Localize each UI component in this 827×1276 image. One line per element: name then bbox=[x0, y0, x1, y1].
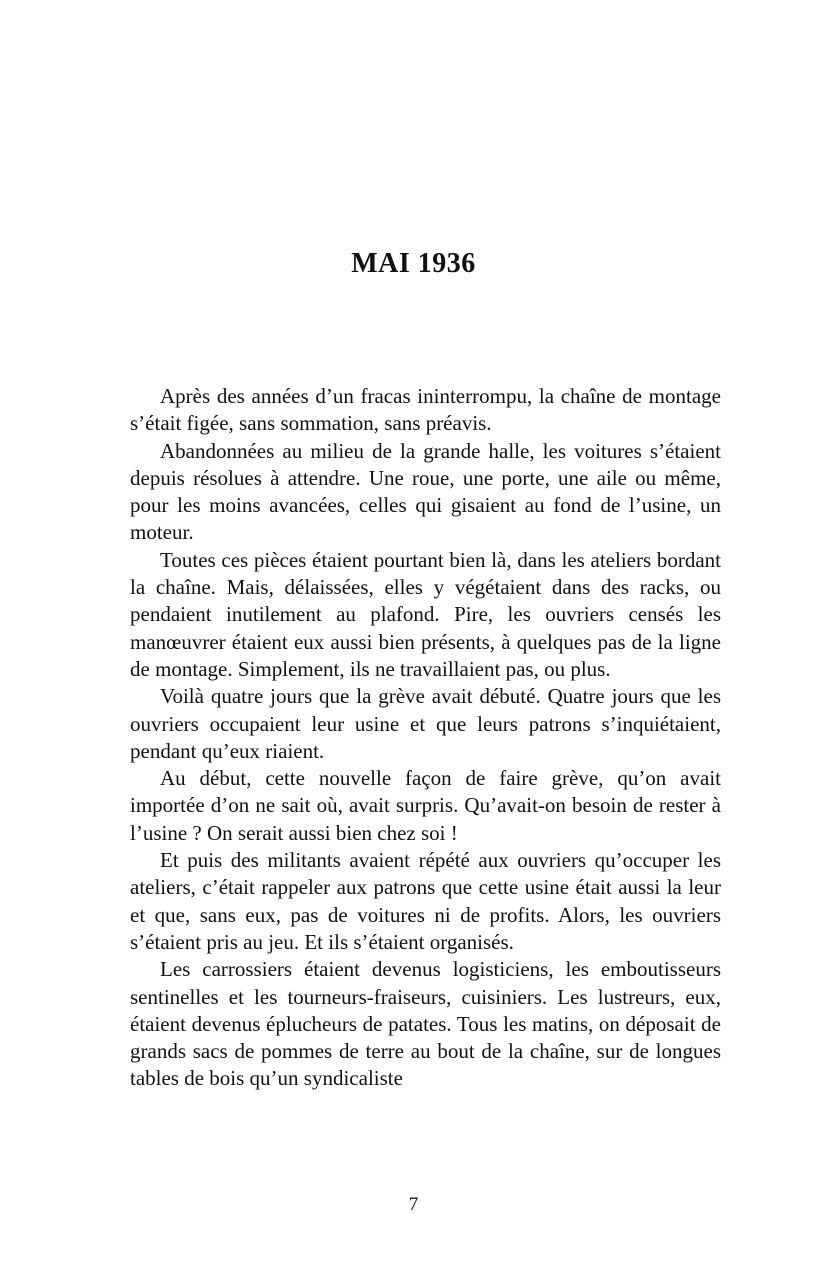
paragraph: Et puis des militants avaient répété aux ouvriers qu’occuper les ateliers, c’était rappeler aux patrons que cette usine était aussi la leur et que, sans eux, pas de voitures ni de profits. Alors, les ouvriers s’étaient pris au jeu. Et ils s’étaient organisés. bbox=[130, 848, 721, 954]
chapter-title: MAI 1936 bbox=[351, 248, 476, 279]
paragraph: Abandonnées au milieu de la grande halle, les voitures s’étaient depuis résolues à attendre. Une roue, une porte, une aile ou même, pour les moins avancées, celles qui gisaient au fond de l’usine, un moteur. bbox=[130, 438, 721, 545]
paragraph: Au début, cette nouvelle façon de faire grève, qu’on avait importée d’on ne sait où, avait surpris. Qu’avait-on besoin de rester à l’usine ? On serait aussi bien chez soi ! bbox=[130, 766, 721, 845]
paragraph: Toutes ces pièces étaient pourtant bien là, dans les ateliers bordant la chaîne. Mais, délaissées, elles y végétaient dans des racks, ou pendaient inutilement au plafond. Pire, les ouvriers censés les manœuvrer étaient eux aussi bien présents, à quelques pas de la ligne de montage. Simplement, ils ne travaillaient pas, ou plus. bbox=[130, 547, 721, 681]
body-text bbox=[130, 383, 721, 1093]
page-number: 7 bbox=[408, 1194, 419, 1215]
paragraph: Après des années d’un fracas ininterrompu, la chaîne de montage s’était figée, sans sommation, sans préavis. bbox=[130, 384, 721, 436]
paragraph: Voilà quatre jours que la grève avait débuté. Quatre jours que les ouvriers occupaient leur usine et que leurs patrons s’inquiétaient, pendant qu’eux riaient. bbox=[130, 684, 721, 763]
paragraph: Les carrossiers étaient devenus logisticiens, les emboutisseurs sentinelles et les tourneurs-fraiseurs, cuisiniers. Les lustreurs, eux, étaient devenus éplucheurs de patates. Tous les matins, on déposait de grands sacs de pommes de terre au bout de la chaîne, sur de longues tables de bois qu’un syndicaliste bbox=[130, 957, 721, 1091]
